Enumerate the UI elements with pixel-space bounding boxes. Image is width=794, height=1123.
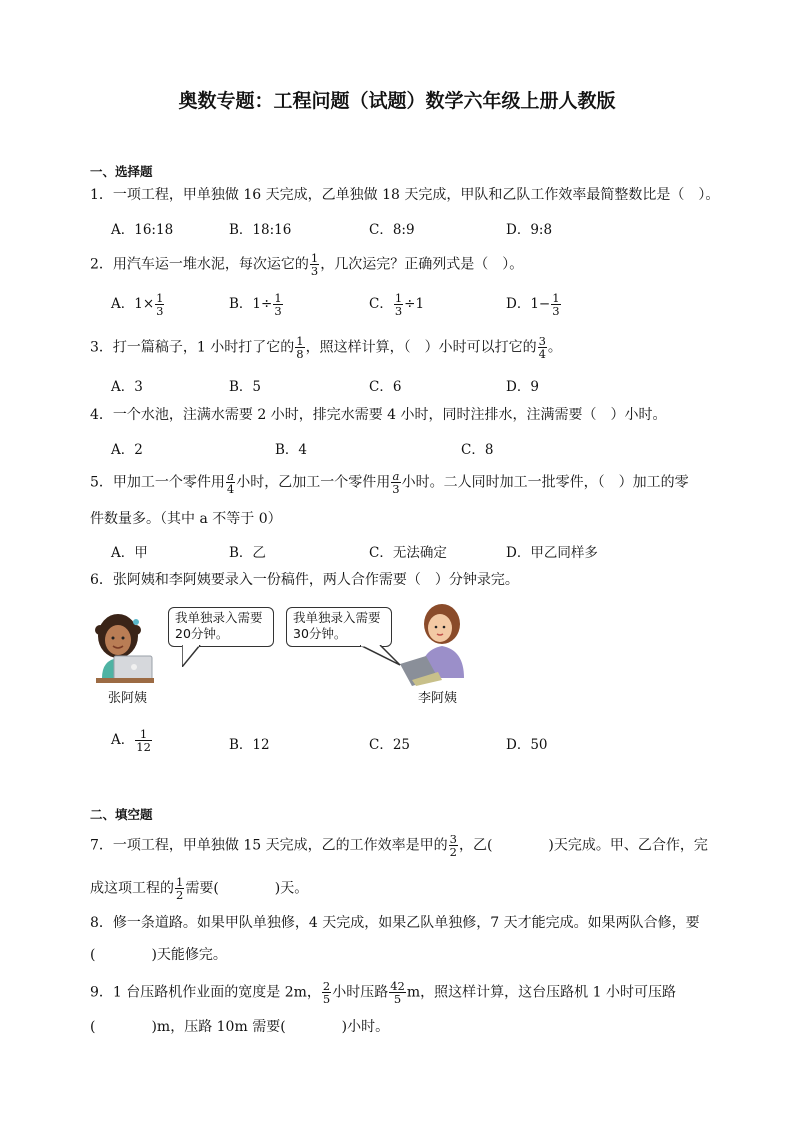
- question-5-line2: 件数量多。（其中 a 不等于 0）: [90, 511, 282, 527]
- bubble-tail-icon: [182, 645, 202, 667]
- fraction-fortytwo-fifths: $\frac{42}{5}$: [390, 979, 405, 1006]
- question-7: 7．一项工程，甲单独做 15 天完成，乙的工作效率是甲的 $\frac{3}{2}$ ，乙( )天完成。甲、乙合作，完: [90, 832, 708, 859]
- question-9-line2: ( )m，压路 10m 需要( )小时。: [90, 1019, 390, 1035]
- q1-option-a[interactable]: A．16:18: [111, 222, 174, 238]
- fraction-a-over-4: $\frac{a}{4}$: [226, 469, 235, 496]
- q3-option-b[interactable]: B．5: [229, 379, 262, 395]
- bubble-tail-icon: [360, 645, 402, 667]
- question-2: [90, 252, 523, 277]
- q2-option-c[interactable]: C． $\frac{1}{3}$ ÷1: [369, 291, 425, 318]
- q6-option-b[interactable]: B．12: [229, 737, 270, 753]
- li-ayi-illustration: [398, 598, 474, 686]
- question-4: 4．一个水池，注满水需要 2 小时，排完水需要 4 小时，同时注排水，注满需要（ ）小时。: [90, 407, 667, 423]
- section-heading-choice: 一、选择题: [90, 164, 153, 179]
- q2-option-b[interactable]: B．1÷ $\frac{1}{3}$: [229, 291, 282, 318]
- fraction-one-third: $\frac{1}{3}$: [274, 291, 282, 318]
- fraction-a-over-3: $\frac{a}{3}$: [392, 469, 400, 496]
- fraction-one-twelfth: $\frac{1}{12}$: [136, 727, 151, 754]
- section-heading-fill: 二、填空题: [90, 807, 153, 822]
- fraction-one-eighth: $\frac{1}{8}$: [296, 334, 304, 361]
- fraction-one-third: $\frac{1}{3}$: [310, 251, 319, 278]
- q5-option-b[interactable]: B．乙: [229, 545, 266, 561]
- question-6: 6．张阿姨和李阿姨要录入一份稿件，两人合作需要（ ）分钟录完。: [90, 572, 519, 588]
- question-7-line2: 成这项工程的 $\frac{1}{2}$ 需要( )天。: [90, 875, 309, 902]
- q1-option-c[interactable]: C．8:9: [369, 222, 415, 238]
- name-zhang-ayi: 张阿姨: [108, 691, 148, 706]
- name-li-ayi: 李阿姨: [418, 691, 458, 706]
- q3-option-d[interactable]: D．9: [506, 379, 539, 395]
- q3-option-c[interactable]: C．6: [369, 379, 402, 395]
- zhang-ayi-illustration: [88, 606, 160, 688]
- q4-option-a[interactable]: A．2: [111, 442, 143, 458]
- fraction-two-fifths: $\frac{2}{5}$: [322, 979, 331, 1006]
- q6-option-d[interactable]: D．50: [506, 737, 548, 753]
- q5-option-a[interactable]: A．甲: [111, 545, 148, 561]
- q6-option-a[interactable]: A． $\frac{1}{12}$: [111, 727, 151, 754]
- q4-option-b[interactable]: B．4: [275, 442, 308, 458]
- q5-option-d[interactable]: D．甲乙同样多: [506, 545, 598, 561]
- fraction-one-half: $\frac{1}{2}$: [176, 875, 184, 902]
- question-1: 1．一项工程，甲单独做 16 天完成，乙单独做 18 天完成，甲队和乙队工作效率最简整数比是（ ）。: [90, 187, 720, 203]
- speech-bubble-li: 我单独录入需要30分钟。: [286, 607, 392, 647]
- question-8: 8．修一条道路。如果甲队单独修，4 天完成，如果乙队单独修，7 天才能完成。如果两队合修，要: [90, 915, 700, 931]
- q2-text-post: ，几次运完？正确列式是（ ）。: [320, 256, 524, 273]
- page-title: 奥数专题：工程问题（试题）数学六年级上册人教版: [178, 90, 616, 112]
- fraction-one-third: $\frac{1}{3}$: [394, 291, 403, 318]
- fraction-one-third: $\frac{1}{3}$: [552, 291, 560, 318]
- q2-option-d[interactable]: D．1− $\frac{1}{3}$: [506, 291, 560, 318]
- q5-option-c[interactable]: C．无法确定: [369, 545, 447, 561]
- q1-option-d[interactable]: D．9:8: [506, 222, 553, 238]
- question-5: 5．甲加工一个零件用 $\frac{a}{4}$ 小时，乙加工一个零件用 $\frac{a}{3}$ 小时。二人同时加工一批零件，（ ）加工的零: [90, 469, 689, 496]
- q2-text-pre: 2．用汽车运一堆水泥，每次运它的: [90, 256, 309, 273]
- speech-bubble-zhang: 我单独录入需要20分钟。: [168, 607, 274, 647]
- q2-option-a[interactable]: A．1× $\frac{1}{3}$: [111, 291, 164, 318]
- question-9: 9．1 台压路机作业面的宽度是 2m， $\frac{2}{5}$ 小时压路 $\frac{42}{5}$ m，照这样计算，这台压路机 1 小时可压路: [90, 979, 676, 1006]
- q6-option-c[interactable]: C．25: [369, 737, 411, 753]
- q3-option-a[interactable]: A．3: [111, 379, 143, 395]
- q1-option-b[interactable]: B．18:16: [229, 222, 292, 238]
- q4-option-c[interactable]: C．8: [461, 442, 494, 458]
- fraction-one-third: $\frac{1}{3}$: [156, 291, 164, 318]
- fraction-three-halves: $\frac{3}{2}$: [449, 832, 457, 859]
- question-8-line2: ( )天能修完。: [90, 947, 227, 963]
- question-3: 3．打一篇稿子，1 小时打了它的 $\frac{1}{8}$ ，照这样计算，（ ）小时可以打它的 $\frac{3}{4}$ 。: [90, 334, 562, 361]
- fraction-three-quarters: $\frac{3}{4}$: [538, 334, 546, 361]
